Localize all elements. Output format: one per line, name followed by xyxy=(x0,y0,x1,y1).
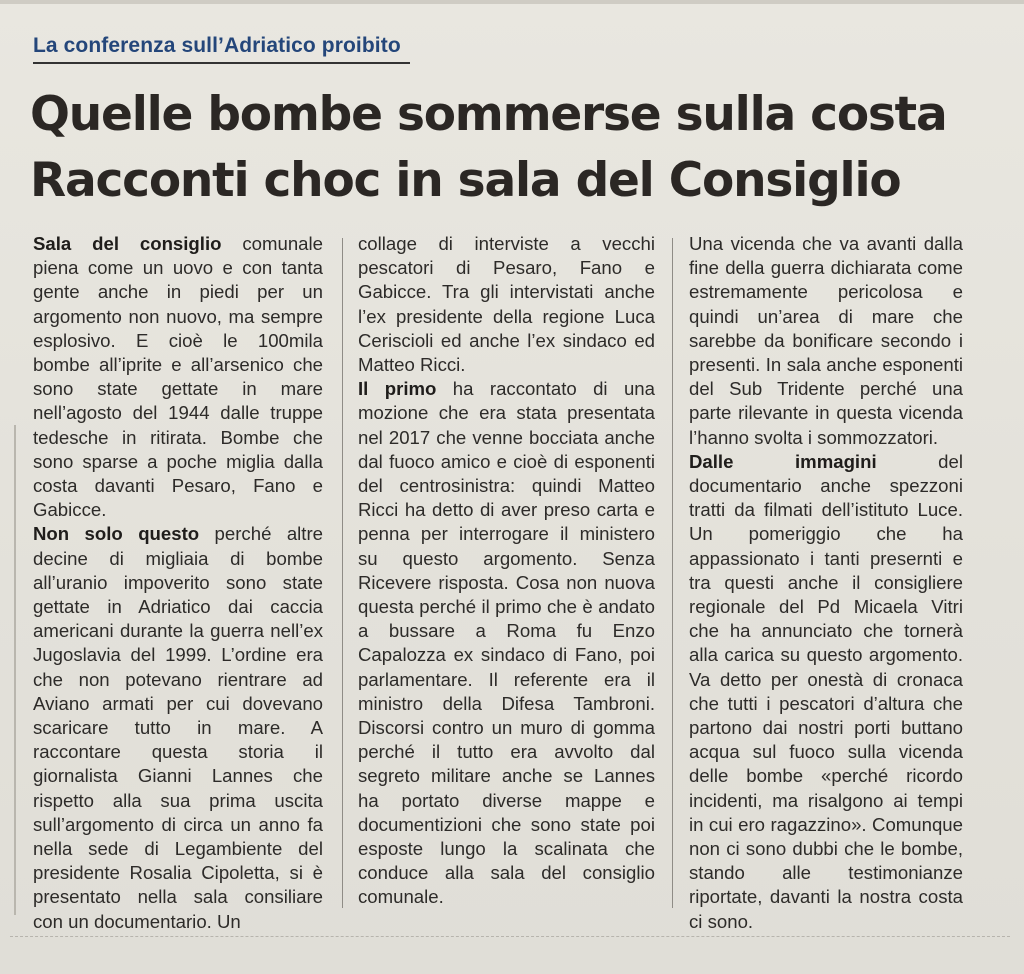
paragraph-text: ha raccontato di una mozione che era stata presentata nel 2017 che venne bocciata anche dal fuoco amico e cioè di esponenti del centrosinistra: quindi Matteo Ricci ha detto di aver preso carta e penna per interrogare il ministero su questo argomento. Senza Ricevere risposta. Cosa non nuova questa perché il primo che è andato a bussare a Roma fu Enzo Capalozza ex sindaco di Fano, poi parlamentare. Il referente era il ministro della Difesa Tambroni. Discorsi contro un muro di gomma perché il tutto era avvolto dal segreto militare anche se Lannes ha portato diverse mappe e documentizioni che sono state poi esposte lungo la scalinata che conduce alla sala del consiglio comunale. xyxy=(358,378,655,908)
paragraph-lead: Sala del consiglio xyxy=(33,233,222,254)
paragraph-text: collage di interviste a vecchi pescatori di Pesaro, Fano e Gabicce. Tra gli intervistati anche l’ex presidente della regione Luca Ceriscioli ed anche l’ex sindaco ed Matteo Ricci. xyxy=(358,233,655,376)
article-column-2 xyxy=(358,232,655,910)
paragraph-text: perché altre decine di migliaia di bombe all’uranio impoverito sono state gettate in Adriatico dai caccia americani durante la guerra nell’ex Jugoslavia del 1999. L’ordine era che non potevano rientrare ad Aviano armati per cui dovevano scaricare tutto in mare. A raccontare questa storia il giornalista Gianni Lannes che rispetto alla sua prima uscita sull’argomento di circa un anno fa nella sede di Legambiente del presidente Rosalia Cipoletta, si è presentato nella sala consiliare con un documentario. Un xyxy=(33,523,323,932)
bottom-dashed-rule xyxy=(10,936,1010,938)
article-column-3 xyxy=(689,232,963,934)
paragraph-lead: Il primo xyxy=(358,378,437,400)
article-headline xyxy=(30,82,1010,214)
left-margin-rule xyxy=(14,425,16,915)
paragraph-text: Una vicenda che va avanti dalla fine della guerra dichiarata come estremamente pericolosa e quindi un’area di mare che sarebbe da bonificare secondo i presenti. In sala anche esponenti del Sub Tridente perché una parte rilevante in questa vicenda l’hanno svolta i sommozzatori. xyxy=(689,233,963,448)
paragraph xyxy=(358,377,655,909)
paragraph-lead: Dalle immagini xyxy=(689,450,877,472)
paragraph xyxy=(33,522,323,933)
column-divider xyxy=(672,238,673,908)
article-kicker: La conferenza sull’Adriatico proibito xyxy=(33,34,401,57)
paragraph xyxy=(689,450,963,934)
headline-line-1: Quelle bombe sommerse sulla costa xyxy=(30,87,947,142)
paragraph xyxy=(33,232,323,522)
paragraph-lead: Non solo questo xyxy=(33,523,200,545)
article-column-1 xyxy=(33,232,323,934)
column-divider xyxy=(342,238,343,908)
paragraph xyxy=(358,232,655,377)
paragraph-text: del documentario anche spezzoni tratti da filmati dell’istituto Luce. Un pomeriggio che ha appassionato i tanti presernti e tra questi anche il consigliere regionale del Pd Micaela Vitri che ha annunciato che tornerà alla carica su questo argomento. Va detto per onestà di cronaca che tutti i pescatori d’altura che partono dai nostri porti buttano acqua sul fuoco sulla vicenda delle bombe «perché ricordo incidenti, ma risalgono ai tempi in cui ero ragazzino». Comunque non ci sono dubbi che le bombe, stando alle testimonianze riportate, davanti la nostra costa ci sono. xyxy=(689,450,963,932)
headline-line-2: Racconti choc in sala del Consiglio xyxy=(30,153,901,208)
kicker-underline xyxy=(33,62,410,64)
paragraph-text: comunale piena come un uovo e con tanta gente anche in piedi per un argomento non nuovo, ma sempre esplosivo. E cioè le 100mila bombe all’iprite e all’arsenico che sono state gettate in mare nell’agosto del 1944 dalle truppe tedesche in ritirata. Bombe che sono sparse a poche miglia dalla costa davanti Pesaro, Fano e Gabicce. xyxy=(33,233,323,521)
paragraph xyxy=(689,232,963,450)
top-edge-rule xyxy=(0,0,1024,4)
